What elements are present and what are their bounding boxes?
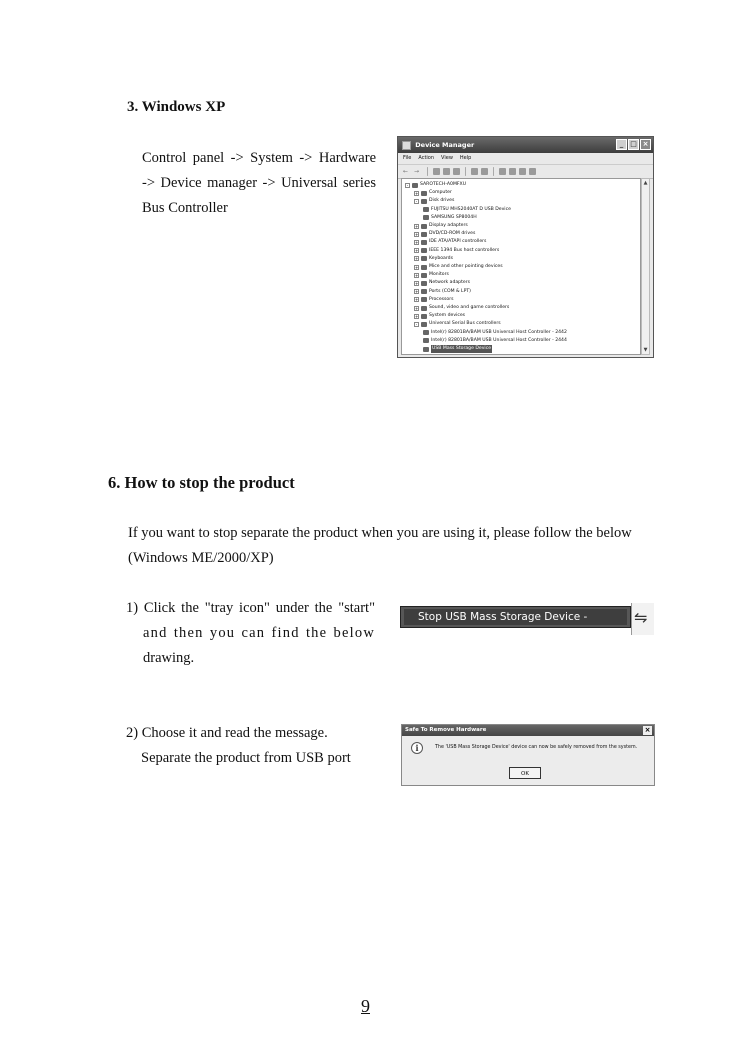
step-2-text: [126, 721, 351, 771]
device-manager-menubar: [398, 153, 653, 165]
safe-remove-dialog: [401, 724, 655, 786]
device-manager-toolbar: [398, 165, 653, 179]
device-tree-label: Intel(r) 82801BA/BAM USB Universal Host Controller - 2442: [431, 329, 567, 335]
device-tree-item[interactable]: [405, 181, 466, 189]
device-tree-item[interactable]: [423, 329, 567, 337]
page-number: 9: [361, 996, 370, 1016]
help-icon[interactable]: [471, 168, 478, 175]
device-tree-label: Monitors: [429, 272, 449, 278]
device-tree-item[interactable]: [423, 214, 477, 222]
menu-action[interactable]: Action: [418, 155, 435, 161]
device-tree-label: FUJITSU MHS2040AT D USB Device: [431, 206, 511, 212]
back-icon[interactable]: ←: [403, 168, 409, 175]
device-category-icon: [421, 224, 427, 229]
section-6-intro-line: (Windows ME/2000/XP): [128, 550, 274, 566]
expand-icon[interactable]: +: [415, 190, 419, 196]
step-1-line: 1) Click the "tray icon" under the "start": [126, 600, 375, 616]
expand-icon[interactable]: +: [415, 256, 419, 262]
uninstall-icon[interactable]: [509, 168, 516, 175]
toolbar-divider: [465, 167, 466, 176]
device-tree: [401, 178, 641, 355]
tray-popup: [400, 603, 653, 637]
device-tree-item[interactable]: [414, 320, 501, 328]
device-tree-label: Disk drives: [429, 198, 455, 204]
device-tree-item[interactable]: [414, 271, 449, 279]
device-tree-label: IDE ATA/ATAPI controllers: [429, 239, 487, 245]
expand-icon[interactable]: +: [415, 289, 419, 295]
device-tree-item[interactable]: [414, 296, 454, 304]
device-manager-title: Device Manager: [415, 141, 475, 149]
step-2-line: 2) Choose it and read the message.: [126, 725, 328, 741]
maximize-button[interactable]: □: [628, 139, 639, 150]
device-category-icon: [421, 273, 427, 278]
close-button[interactable]: ×: [640, 139, 651, 150]
step-2-line: Separate the product from USB port: [141, 750, 351, 766]
toolbar-divider: [427, 167, 428, 176]
device-tree-item[interactable]: [414, 197, 454, 205]
device-category-icon: [421, 248, 427, 253]
device-tree-label: Mice and other pointing devices: [429, 264, 503, 269]
section-3-line: -> Device manager -> Universal series: [142, 175, 376, 191]
ok-button[interactable]: OK: [509, 767, 541, 779]
device-tree-item[interactable]: [423, 337, 567, 345]
device-manager-titlebar: [398, 137, 653, 153]
step-1-text: [126, 596, 375, 671]
device-tree-label: Intel(r) 82801BA/BAM USB Universal Host Controller - 2444: [431, 337, 567, 343]
device-category-icon: [423, 215, 429, 220]
device-tree-label: Ports (COM & LPT): [429, 288, 471, 294]
expand-icon[interactable]: +: [415, 297, 419, 303]
device-tree-label: Sound, video and game controllers: [429, 305, 510, 310]
section-6-intro: [128, 521, 632, 571]
device-tree-item[interactable]: [414, 288, 471, 296]
expand-icon[interactable]: +: [415, 272, 419, 278]
device-category-icon: [423, 338, 429, 343]
menu-help[interactable]: Help: [459, 155, 472, 161]
minimize-button[interactable]: _: [616, 139, 627, 150]
device-tree-label: SAMSUNG SP8004H: [431, 214, 477, 220]
device-category-icon: [421, 297, 427, 302]
device-category-icon: [412, 183, 418, 188]
device-category-icon: [421, 281, 427, 286]
expand-icon[interactable]: +: [415, 231, 419, 237]
toolbar-divider: [493, 167, 494, 176]
expand-icon[interactable]: +: [415, 305, 419, 311]
expand-icon[interactable]: +: [415, 264, 419, 270]
device-tree-label: System devices: [429, 313, 466, 319]
device-category-icon: [421, 314, 427, 319]
stop-usb-device-menu-item[interactable]: Stop USB Mass Storage Device - Drive(F:): [404, 609, 627, 625]
device-category-icon: [421, 232, 427, 237]
device-tree-item[interactable]: [414, 247, 499, 255]
step-1-line: and then you can find the below: [143, 625, 375, 641]
device-tree-item[interactable]: [423, 206, 511, 214]
collapse-icon[interactable]: -: [415, 198, 418, 204]
device-category-icon: [423, 207, 429, 212]
device-category-icon: [421, 199, 427, 204]
scan-hardware-icon[interactable]: [481, 168, 488, 175]
device-tree-label: SAROTECH-A0MFXU: [420, 182, 467, 187]
enable-icon[interactable]: [529, 168, 536, 175]
device-tree-item[interactable]: [414, 255, 453, 263]
expand-icon[interactable]: +: [415, 223, 419, 229]
section-3-heading: 3. Windows XP: [127, 99, 226, 115]
tray-menu: [400, 606, 631, 639]
section-6-intro-line: If you want to stop separate the product when you are using it, please follow the below: [128, 525, 632, 541]
forward-icon[interactable]: →: [414, 168, 420, 175]
device-tree-label: Universal Serial Bus controllers: [429, 321, 501, 327]
device-tree-label: Computer: [429, 190, 452, 196]
device-tree-label: Network adapters: [429, 280, 471, 286]
device-category-icon: [421, 240, 427, 245]
dialog-title: Safe To Remove Hardware: [405, 727, 487, 733]
device-tree-item[interactable]: [414, 238, 486, 246]
device-tree-label: Keyboards: [429, 255, 453, 261]
device-tree-item[interactable]: [414, 189, 452, 197]
section-3-line: Bus Controller: [142, 200, 228, 216]
update-driver-icon[interactable]: [499, 168, 506, 175]
device-tree-label: Processors: [429, 296, 454, 302]
dialog-close-button[interactable]: ×: [644, 726, 651, 734]
scroll-up-icon[interactable]: ▲: [643, 180, 648, 186]
device-category-icon: [421, 191, 427, 196]
info-icon: i: [411, 742, 423, 754]
device-tree-item[interactable]: [414, 304, 509, 312]
device-category-icon: [421, 306, 427, 311]
expand-icon[interactable]: +: [415, 239, 419, 245]
menu-file[interactable]: File: [403, 155, 412, 161]
disable-icon[interactable]: [519, 168, 526, 175]
dialog-message: The 'USB Mass Storage Device' device can now be safely removed from the system.: [435, 745, 638, 750]
device-tree-item[interactable]: [414, 312, 465, 320]
device-tree-item[interactable]: [414, 279, 470, 287]
device-tree-item[interactable]: [414, 230, 475, 238]
usb-device-tray-icon[interactable]: ⇋: [634, 608, 648, 627]
step-1-line: drawing.: [143, 650, 195, 666]
device-manager-window: [397, 136, 654, 358]
collapse-icon[interactable]: -: [415, 321, 418, 327]
device-tree-label: IEEE 1394 Bus host controllers: [429, 247, 500, 253]
device-category-icon: [423, 330, 429, 335]
device-tree-item[interactable]: [414, 263, 503, 271]
collapse-icon[interactable]: -: [406, 182, 409, 188]
expand-icon[interactable]: +: [415, 313, 419, 319]
expand-icon[interactable]: +: [415, 248, 419, 254]
device-category-icon: [421, 289, 427, 294]
scroll-down-icon[interactable]: ▼: [643, 347, 648, 353]
dialog-titlebar: [402, 725, 654, 736]
expand-icon[interactable]: +: [415, 280, 419, 286]
menu-view[interactable]: View: [441, 155, 453, 161]
section-3-line: Control panel -> System -> Hardware: [142, 150, 376, 166]
device-tree-label: USB Mass Storage Device: [431, 345, 492, 353]
section-6-heading: 6. How to stop the product: [108, 473, 295, 492]
device-tree-label: Display adapters: [429, 223, 468, 228]
view-icon[interactable]: [433, 168, 440, 175]
device-tree-item[interactable]: [423, 345, 492, 353]
device-tree-item[interactable]: [414, 222, 468, 230]
device-category-icon: [421, 256, 427, 261]
section-3-text: [142, 146, 376, 221]
device-tree-scrollbar[interactable]: [641, 178, 650, 355]
device-category-icon: [423, 347, 429, 352]
device-category-icon: [421, 265, 427, 270]
properties-icon[interactable]: [443, 168, 450, 175]
device-category-icon: [421, 322, 427, 327]
device-tree-label: DVD/CD-ROM drives: [429, 231, 476, 237]
print-icon[interactable]: [453, 168, 460, 175]
device-manager-app-icon: [402, 141, 411, 150]
